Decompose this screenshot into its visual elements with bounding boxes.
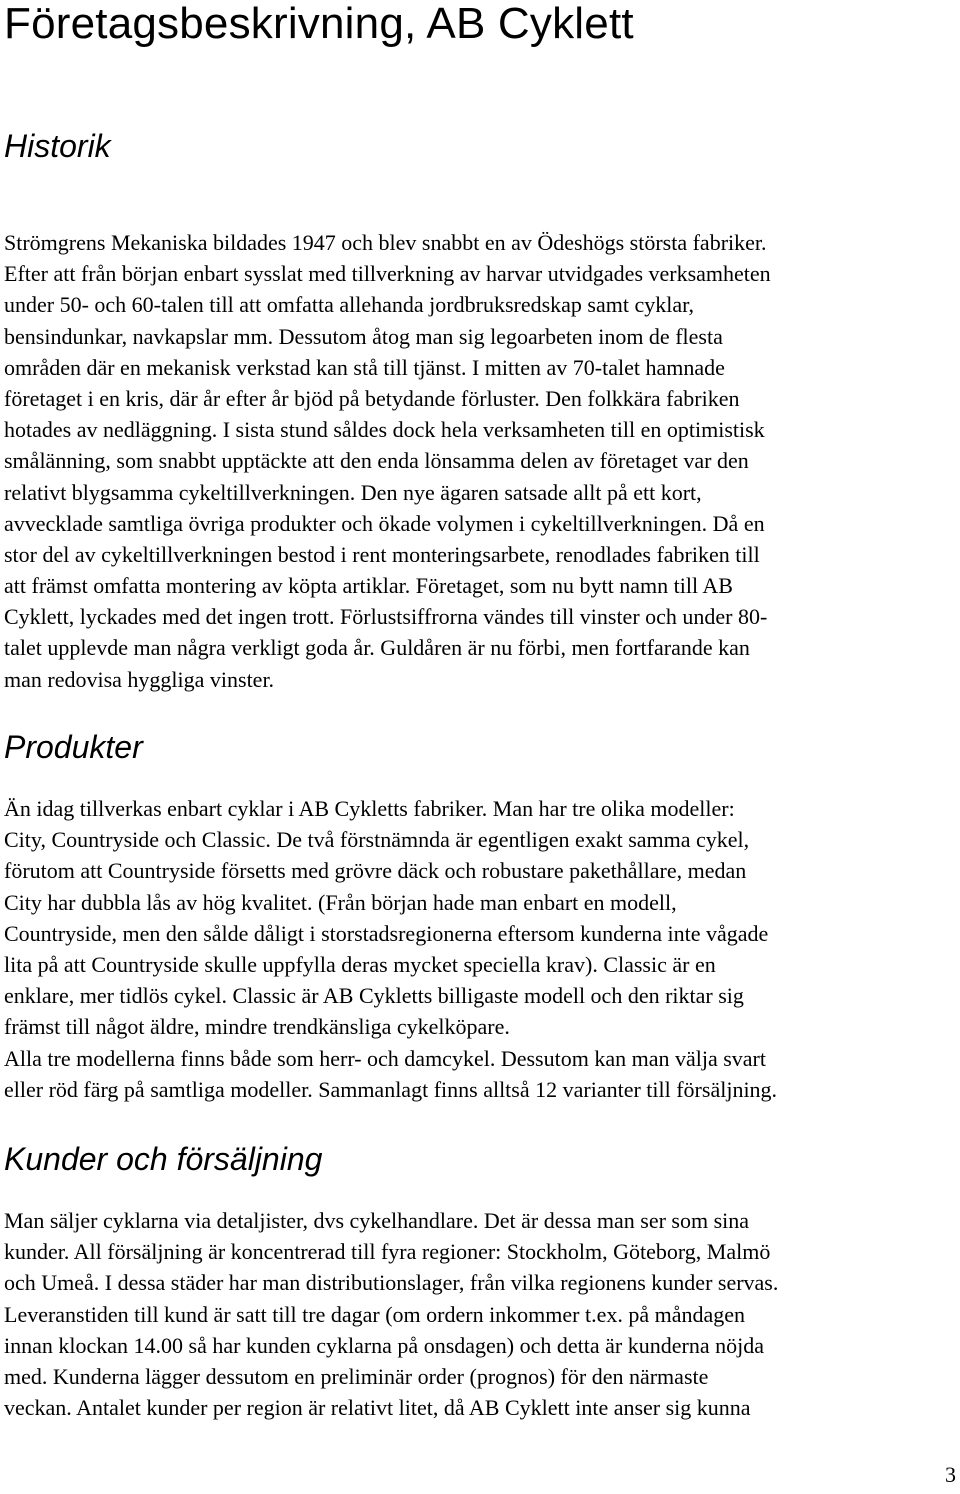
paragraph-line: främst till något äldre, mindre trendkänsliga cykelköpare. [4, 1014, 510, 1040]
paragraph-line: enklare, mer tidlös cykel. Classic är AB Cykletts billigaste modell och den riktar sig [4, 983, 744, 1009]
paragraph-line: Strömgrens Mekaniska bildades 1947 och blev snabbt en av Ödeshögs största fabriker. [4, 230, 767, 255]
section-heading-historik: Historik [4, 128, 111, 164]
paragraph-line: att främst omfatta montering av köpta artiklar. Företaget, som nu bytt namn till AB [4, 573, 733, 599]
paragraph-line: Cyklett, lyckades med det ingen trott. Förlustsiffrorna vändes till vinster och under 80- [4, 604, 768, 630]
paragraph-line: Man säljer cyklarna via detaljister, dvs cykelhandlare. Det är dessa man ser som sina [4, 1208, 750, 1233]
paragraph-line: kunder. All försäljning är koncentrerad till fyra regioner: Stockholm, Göteborg, Malmö [4, 1239, 771, 1265]
paragraph-line: talet upplevde man några verkligt goda år. Guldåren är nu förbi, men fortfarande kan [4, 635, 750, 661]
section-heading-kunder: Kunder och försäljning [4, 1141, 323, 1177]
section-body-historik [4, 227, 960, 695]
paragraph-line: eller röd färg på samtliga modeller. Sammanlagt finns alltså 12 varianter till försäljning. [4, 1076, 778, 1102]
paragraph-line: förutom att Countryside försetts med grövre däck och robustare pakethållare, medan [4, 858, 747, 884]
section-body-produkter [4, 793, 960, 1105]
page-number: 3 [945, 1462, 956, 1487]
paragraph-line: relativt blygsamma cykeltillverkningen. Den nye ägaren satsade allt på ett kort, [4, 479, 702, 505]
paragraph-line: innan klockan 14.00 så har kunden cyklarna på onsdagen) och detta är kunderna nöjda [4, 1332, 764, 1358]
paragraph-line: avvecklade samtliga övriga produkter och ökade volymen i cykeltillverkningen. Då en [4, 510, 765, 536]
paragraph-line: smålänning, som snabbt upptäckte att den enda lönsamma delen av företaget var den [4, 448, 749, 474]
paragraph-line: veckan. Antalet kunder per region är relativt litet, då AB Cyklett inte anser sig kunna [4, 1395, 751, 1421]
paragraph-line: hotades av nedläggning. I sista stund såldes dock hela verksamheten till en optimistisk [4, 417, 765, 443]
page-title: Företagsbeskrivning, AB Cyklett [4, 0, 634, 48]
paragraph-line: Alla tre modellerna finns både som herr- och damcykel. Dessutom kan man välja svart [4, 1045, 766, 1071]
section-body-kunder [4, 1205, 960, 1423]
paragraph-line: företaget i en kris, där år efter år bjöd på betydande förluster. Den folkkära fabriken [4, 385, 740, 411]
paragraph-line: man redovisa hyggliga vinster. [4, 666, 275, 692]
paragraph-line: bensindunkar, navkapslar mm. Dessutom åtog man sig legoarbeten inom de flesta [4, 323, 723, 349]
paragraph-line: City, Countryside och Classic. De två förstnämnda är egentligen exakt samma cykel, [4, 827, 750, 853]
paragraph-line: City har dubbla lås av hög kvalitet. (Från början hade man enbart en modell, [4, 889, 677, 915]
section-heading-produkter: Produkter [4, 729, 143, 765]
paragraph-line: under 50- och 60-talen till att omfatta allehanda jordbruksredskap samt cyklar, [4, 292, 695, 318]
paragraph-line: stor del av cykeltillverkningen bestod i rent monteringsarbete, renodlades fabriken till [4, 541, 760, 567]
paragraph-line: Countryside, men den sålde dåligt i storstadsregionerna eftersom kunderna inte vågade [4, 920, 769, 946]
paragraph-line: Leveranstiden till kund är satt till tre dagar (om ordern inkommer t.ex. på måndagen [4, 1301, 746, 1327]
paragraph-line: med. Kunderna lägger dessutom en preliminär order (prognos) för den närmaste [4, 1363, 709, 1389]
paragraph-line: Än idag tillverkas enbart cyklar i AB Cykletts fabriker. Man har tre olika modeller: [4, 796, 735, 821]
paragraph-line: Efter att från början enbart sysslat med tillverkning av harvar utvidgades verksamheten [4, 261, 771, 287]
paragraph-line: lita på att Countryside skulle uppfylla deras mycket speciella krav). Classic är en [4, 951, 716, 977]
paragraph-line: områden där en mekanisk verkstad kan stå till tjänst. I mitten av 70-talet hamnade [4, 354, 725, 380]
paragraph-line: och Umeå. I dessa städer har man distributionslager, från vilka regionens kunder servas. [4, 1270, 779, 1296]
